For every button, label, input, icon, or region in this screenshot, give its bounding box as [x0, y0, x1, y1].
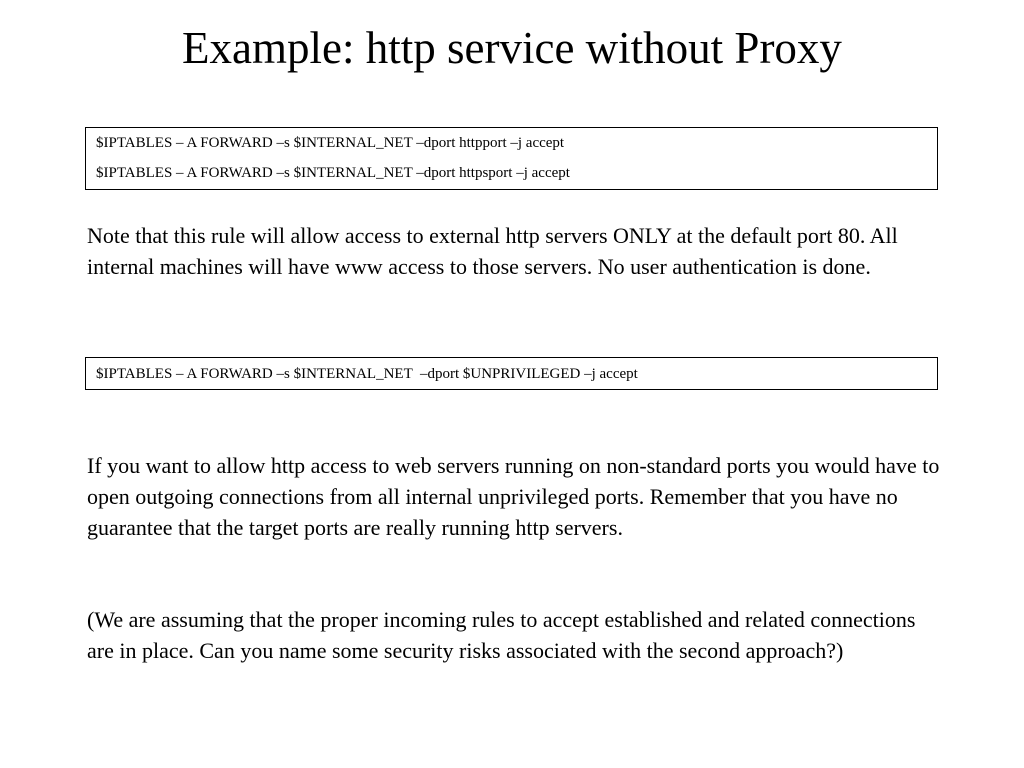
- iptables-rule-line: $IPTABLES – A FORWARD –s $INTERNAL_NET –dport httpport –j accept: [96, 135, 565, 151]
- iptables-rule-line: $IPTABLES – A FORWARD –s $INTERNAL_NET –dport $UNPRIVILEGED –j accept: [96, 366, 638, 382]
- slide-title: Example: http service without Proxy: [182, 23, 842, 73]
- note-paragraph-non-standard-ports: If you want to allow http access to web servers running on non-standard ports you would have to open outgoing connections from all internal unprivileged ports. Remember that you have no guarantee that the target ports are really running http servers.: [87, 453, 940, 540]
- iptables-rule-box-1: [85, 127, 938, 190]
- note-paragraph-default-port: Note that this rule will allow access to external http servers ONLY at the default port 80. All internal machines will have www access to those servers. No user authentication is done.: [87, 223, 898, 279]
- iptables-rule-line: $IPTABLES – A FORWARD –s $INTERNAL_NET –dport httpsport –j accept: [96, 165, 570, 181]
- iptables-rule-box-2: [85, 357, 938, 390]
- note-paragraph-assumptions-question: (We are assuming that the proper incoming rules to accept established and related connections are in place. Can you name some security risks associated with the second approach?): [87, 607, 916, 663]
